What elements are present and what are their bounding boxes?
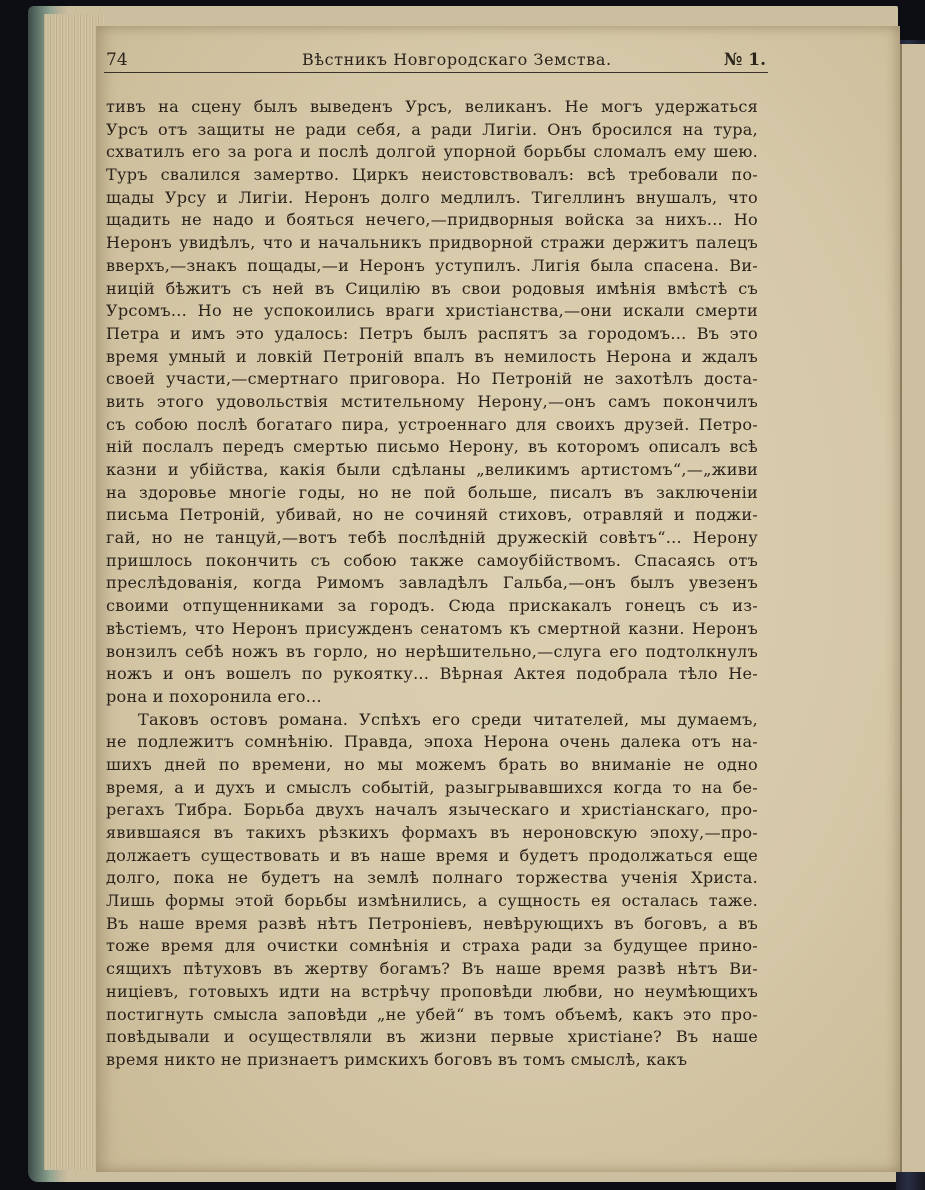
text-line: пришлось покончить съ собою также самоубійствомъ. Спасаясь отъ (106, 550, 758, 570)
text-line: постигнуть смысла заповѣди „не убей“ въ томъ объемѣ, какъ это про- (106, 1004, 758, 1024)
text-line: своей участи,—смертнаго приговора. Но Петроній не захотѣлъ доста- (106, 369, 758, 389)
text-line: на здоровье многіе годы, но не пой больше, писалъ въ заключеніи (106, 482, 758, 502)
text-line: время умный и ловкій Петроній впалъ въ немилость Нерона и ждалъ (106, 346, 758, 366)
article-body (106, 96, 758, 1072)
running-header (106, 50, 766, 74)
issue-number: № 1. (723, 50, 766, 70)
text-line: долго, пока не будетъ на землѣ полнаго торжества ученія Христа. (106, 868, 758, 888)
text-line: Урсомъ... Но не успокоились враги христіанства,—они искали смерти (106, 301, 758, 321)
text-line: явившаяся въ такихъ рѣзкихъ формахъ въ нероновскую эпоху,—про- (106, 823, 758, 842)
text-line: Туръ свалился замертво. Циркъ неистовствовалъ: всѣ требовали по- (106, 165, 758, 185)
text-line: Таковъ остовъ романа. Успѣхъ его среди читателей, мы думаемъ, (138, 709, 758, 729)
text-line: не подлежитъ сомнѣнію. Правда, эпоха Нерона очень далека отъ на- (106, 732, 758, 752)
paragraph (106, 709, 758, 1072)
text-line: повѣдывали и осуществляли въ жизни первые христіане? Въ наше (106, 1027, 758, 1047)
text-line: время никто не признаетъ римскихъ боговъ въ томъ смыслѣ, какъ (106, 1049, 688, 1069)
text-line: рона и похоронила его... (106, 686, 322, 706)
text-line: Въ наше время развѣ нѣтъ Петроніевъ, невѣрующихъ въ боговъ, а въ (106, 913, 758, 933)
text-line: преслѣдованія, когда Римомъ завладѣлъ Гальба,—онъ былъ увезенъ (106, 573, 758, 593)
text-line: время, а и духъ и смыслъ событій, разыгрывавшихся когда то на бе- (106, 777, 758, 797)
text-line: вѣстіемъ, что Неронъ присужденъ сенатомъ къ смертной казни. Неронъ (106, 618, 758, 638)
text-line: письма Петроній, убивай, но не сочиняй стиховъ, отравляй и поджи- (106, 505, 758, 525)
text-line: вверхъ,—знакъ пощады,—и Неронъ уступилъ. Лигія была спасена. Ви- (106, 255, 758, 275)
text-line: Урсъ отъ защиты не ради себя, а ради Лигіи. Онъ бросился на тура, (106, 119, 758, 139)
text-line: Петра и имъ это удалось: Петръ былъ распятъ за городомъ... Въ это (106, 323, 758, 343)
text-line: должаетъ существовать и въ наше время и будетъ продолжаться еще (106, 845, 758, 865)
text-line: гай, но не танцуй,—вотъ тебѣ послѣдній дружескій совѣтъ“... Нерону (106, 528, 758, 548)
text-line: ножъ и онъ вошелъ по рукоятку... Вѣрная Актея подобрала тѣло Не- (106, 664, 758, 684)
header-rule (104, 72, 768, 73)
paragraph (106, 96, 758, 709)
text-line: щады Урсу и Лигіи. Неронъ долго медлилъ. Тигеллинъ внушалъ, что (106, 187, 758, 207)
text-line: щадить не надо и бояться нечего,—придворныя войска за нихъ... Но (106, 210, 758, 230)
text-line: вить этого удовольствія мстительному Нерону,—онъ самъ покончилъ (106, 391, 758, 411)
text-line: регахъ Тибра. Борьба двухъ началъ языческаго и христіанскаго, про- (106, 800, 758, 820)
text-line: тивъ на сцену былъ выведенъ Урсъ, великанъ. Не могъ удержаться (106, 97, 758, 116)
text-line: своими отпущенниками за городъ. Сюда прискакалъ гонецъ съ из- (106, 596, 758, 616)
page-number: 74 (106, 50, 128, 70)
text-line: казни и убійства, какія были сдѣланы „великимъ артистомъ“,—„живи (106, 460, 758, 479)
text-line: шихъ дней по времени, но мы можемъ брать во вниманіе не одно (106, 754, 758, 774)
facing-page-edge (900, 44, 925, 1172)
text-line: схватилъ его за рога и послѣ долгой упорной борьбы сломалъ ему шею. (106, 142, 758, 162)
text-line: ній послалъ передъ смертью письмо Нерону, въ которомъ описалъ всѣ (106, 437, 758, 457)
text-line: Лишь формы этой борьбы измѣнились, а сущность ея осталась таже. (106, 891, 758, 911)
text-line: съ собою послѣ богатаго пира, устроеннаго для своихъ друзей. Петро- (106, 414, 758, 434)
text-line: ниціевъ, готовыхъ идти на встрѣчу проповѣди любви, но неумѣющихъ (106, 981, 758, 1001)
text-line: ницій бѣжитъ съ ней въ Сицилію въ свои родовыя имѣнія вмѣстѣ съ (106, 278, 758, 298)
text-line: вонзилъ себѣ ножъ въ горло, но нерѣшительно,—слуга его подтолкнулъ (106, 641, 758, 661)
journal-title: Вѣстникъ Новгородскаго Земства. (302, 50, 612, 69)
page-stack-edge (44, 14, 104, 1170)
text-line: тоже время для очистки сомнѣнія и страха ради за будущее прино- (106, 936, 758, 956)
text-line: сящихъ пѣтуховъ въ жертву богамъ? Въ наше время развѣ нѣтъ Ви- (106, 959, 758, 979)
text-line: Неронъ увидѣлъ, что и начальникъ придворной стражи держитъ палецъ (106, 233, 758, 253)
